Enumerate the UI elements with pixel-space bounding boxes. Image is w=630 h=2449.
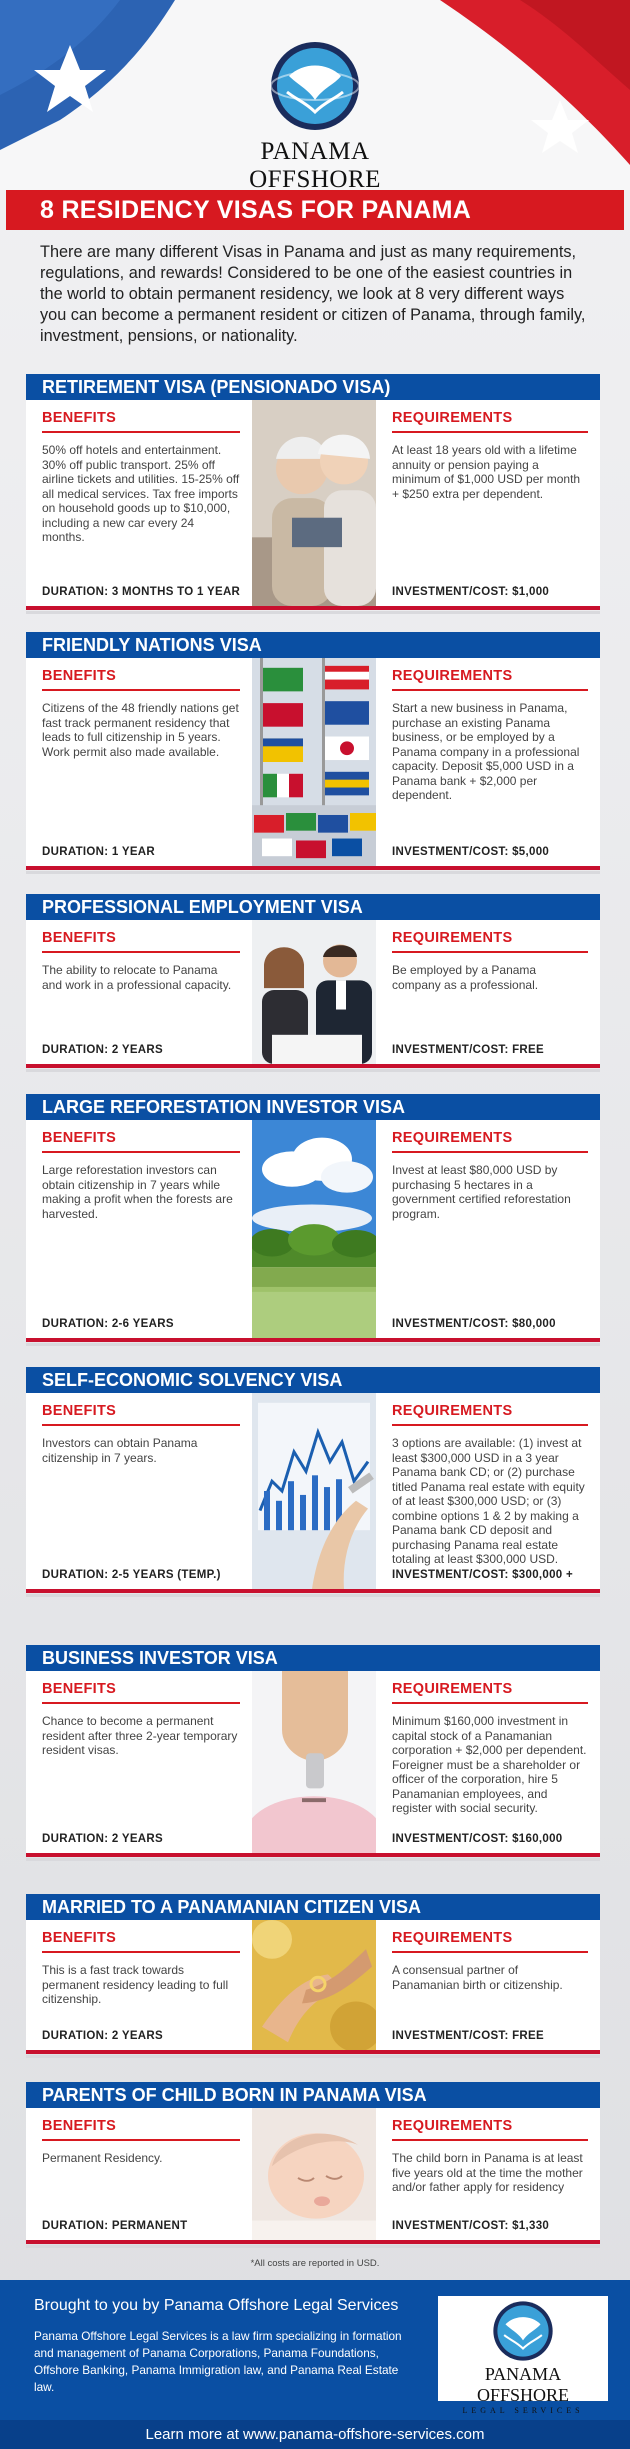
requirements-text: At least 18 years old with a lifetime annuity or pension paying a minimum of $1,000 USD per month + $250 extra per dependent. <box>392 443 581 501</box>
requirements-text: Start a new business in Panama, purchase an existing Panama business, or be employed by a Panama company in a professional capacity. Deposit $5,000 USD in a Panama bank + $2,000 per dependent. <box>392 701 580 802</box>
requirements-text: Be employed by a Panama company as a professional. <box>392 963 539 992</box>
requirements-column <box>376 1920 600 2050</box>
requirements-heading: REQUIREMENTS <box>392 1681 588 1704</box>
benefits-heading: BENEFITS <box>42 1403 240 1426</box>
cost-label: INVESTMENT/COST: $5,000 <box>392 846 550 858</box>
header <box>0 0 630 190</box>
benefits-column <box>26 2108 252 2240</box>
duration-label: DURATION: 2-6 YEARS <box>42 1318 174 1330</box>
visa-card-reforestation <box>26 1094 600 1342</box>
cost-label: INVESTMENT/COST: $160,000 <box>392 1833 563 1845</box>
cost-label: INVESTMENT/COST: FREE <box>392 2030 544 2042</box>
benefits-column <box>26 920 252 1064</box>
visa-card-business-investor <box>26 1645 600 1857</box>
footer-logo <box>438 2296 608 2415</box>
requirements-text: Invest at least $80,000 USD by purchasing 5 hectares in a government certified reforestation program. <box>392 1163 571 1221</box>
cost-label: INVESTMENT/COST: FREE <box>392 1044 544 1056</box>
requirements-column <box>376 1393 600 1589</box>
duration-label: DURATION: 2 YEARS <box>42 2030 163 2042</box>
logo-name: PANAMA OFFSHORE <box>249 138 381 190</box>
benefits-column <box>26 1393 252 1589</box>
visa-body <box>26 1671 600 1857</box>
elderly-couple-photo <box>252 400 376 606</box>
requirements-heading: REQUIREMENTS <box>392 1130 588 1153</box>
duration-label: DURATION: 3 MONTHS TO 1 YEAR <box>42 586 241 598</box>
visa-card-married-to-panamanian <box>26 1894 600 2054</box>
duration-label: DURATION: 2-5 YEARS (TEMP.) <box>42 1569 221 1581</box>
visa-title: BUSINESS INVESTOR VISA <box>26 1645 600 1671</box>
learn-more-link[interactable]: Learn more at www.panama-offshore-services.com <box>0 2420 630 2449</box>
benefits-text: 50% off hotels and entertainment. 30% off public transport. 25% off airline tickets and utilities. 15-25% off all medical services. Tax free imports on household goods up to $10,000, including a new car every 24 months. <box>42 443 240 544</box>
visa-body <box>26 1120 600 1342</box>
footer-logo-subtitle: LEGAL SERVICES <box>462 2406 584 2415</box>
benefits-text: Investors can obtain Panama citizenship in 7 years. <box>42 1436 198 1465</box>
title-bar <box>6 190 624 230</box>
visa-title: SELF-ECONOMIC SOLVENCY VISA <box>26 1367 600 1393</box>
visa-body <box>26 658 600 870</box>
globe-logo-icon <box>269 40 361 132</box>
benefits-heading: BENEFITS <box>42 1681 240 1704</box>
benefits-column <box>26 1671 252 1853</box>
duration-label: DURATION: 2 YEARS <box>42 1044 163 1056</box>
visa-title: FRIENDLY NATIONS VISA <box>26 632 600 658</box>
requirements-heading: REQUIREMENTS <box>392 410 588 433</box>
visa-card-professional-employment <box>26 894 600 1068</box>
benefits-text: Citizens of the 48 friendly nations get fast track permanent residency that leads to full citizenship in 5 years. Work permit also made available. <box>42 701 239 759</box>
cost-label: INVESTMENT/COST: $80,000 <box>392 1318 556 1330</box>
footer-heading: Brought to you by Panama Offshore Legal Services <box>34 2297 399 2314</box>
requirements-text: A consensual partner of Panamanian birth or citizenship. <box>392 1963 563 1992</box>
stock-chart-photo <box>252 1393 376 1589</box>
visa-body <box>26 1393 600 1593</box>
visa-title: PARENTS OF CHILD BORN IN PANAMA VISA <box>26 2082 600 2108</box>
benefits-heading: BENEFITS <box>42 930 240 953</box>
piggy-bank-photo <box>252 1671 376 1853</box>
wedding-hands-photo <box>252 1920 376 2050</box>
benefits-text: Chance to become a permanent resident after three 2-year temporary resident visas. <box>42 1714 238 1757</box>
duration-label: DURATION: 2 YEARS <box>42 1833 163 1845</box>
globe-logo-icon <box>492 2300 554 2362</box>
visa-title: MARRIED TO A PANAMANIAN CITIZEN VISA <box>26 1894 600 1920</box>
requirements-column <box>376 920 600 1064</box>
flags-photo <box>252 658 376 866</box>
benefits-heading: BENEFITS <box>42 410 240 433</box>
usd-footnote: *All costs are reported in USD. <box>250 2258 380 2269</box>
footer-logo-name: PANAMA OFFSHORE <box>476 2364 570 2405</box>
duration-label: DURATION: 1 YEAR <box>42 846 155 858</box>
visa-title: PROFESSIONAL EMPLOYMENT VISA <box>26 894 600 920</box>
cost-label: INVESTMENT/COST: $300,000 + <box>392 1569 573 1581</box>
visa-body <box>26 400 600 610</box>
requirements-column <box>376 1671 600 1853</box>
benefits-heading: BENEFITS <box>42 2118 240 2141</box>
intro-paragraph: There are many different Visas in Panama and just as many requirements, regulations, and rewards! Considered to be one of the easiest countries in the world to obtain permanent residency, we look at 8 very different ways you can become a permanent resident or citizen of Panama, through family, investment, pensions, or nationality. <box>40 243 586 345</box>
cost-label: INVESTMENT/COST: $1,000 <box>392 586 550 598</box>
visa-title: RETIREMENT VISA (PENSIONADO VISA) <box>26 374 600 400</box>
company-logo <box>200 40 430 190</box>
requirements-heading: REQUIREMENTS <box>392 2118 588 2141</box>
visa-title: LARGE REFORESTATION INVESTOR VISA <box>26 1094 600 1120</box>
visa-body <box>26 1920 600 2054</box>
benefits-heading: BENEFITS <box>42 668 240 691</box>
visa-card-friendly-nations <box>26 632 600 870</box>
benefits-column <box>26 1120 252 1338</box>
requirements-heading: REQUIREMENTS <box>392 1930 588 1953</box>
sleeping-baby-photo <box>252 2108 376 2240</box>
benefits-column <box>26 658 252 866</box>
visa-card-self-economic-solvency <box>26 1367 600 1593</box>
footer-description: Panama Offshore Legal Services is a law firm specializing in formation and management of Panama Corporations, Panama Foundations, Offshore Banking, Panama Immigration law, and Panama Real Estate law. <box>34 2329 402 2394</box>
visa-body <box>26 2108 600 2244</box>
benefits-text: Large reforestation investors can obtain citizenship in 7 years while making a profit when the forests are harvested. <box>42 1163 233 1221</box>
cost-label: INVESTMENT/COST: $1,330 <box>392 2220 550 2232</box>
duration-label: DURATION: PERMANENT <box>42 2220 188 2232</box>
requirements-text: 3 options are available: (1) invest at least $300,000 USD in a 3 year Panama bank CD; or (2) purchase titled Panama real estate with equity of at least $300,000 USD; or (3) combine options 1 & 2 by making a Panama bank CD deposit and purchasing Panama real estate totaling at least $300,000 USD. <box>392 1436 585 1566</box>
requirements-text: The child born in Panama is at least five years old at the time the mother and/or father apply for residency <box>392 2151 583 2194</box>
requirements-heading: REQUIREMENTS <box>392 668 588 691</box>
requirements-column <box>376 2108 600 2240</box>
requirements-column <box>376 658 600 866</box>
business-meeting-photo <box>252 920 376 1064</box>
requirements-heading: REQUIREMENTS <box>392 930 588 953</box>
visa-body <box>26 920 600 1068</box>
requirements-column <box>376 1120 600 1338</box>
requirements-heading: REQUIREMENTS <box>392 1403 588 1426</box>
page-title: 8 RESIDENCY VISAS FOR PANAMA <box>40 195 472 224</box>
visa-card-parents-of-child <box>26 2082 600 2244</box>
benefits-text: Permanent Residency. <box>42 2151 163 2165</box>
requirements-text: Minimum $160,000 investment in capital stock of a Panamanian corporation + $2,000 per dependent. Foreigner must be a shareholder or officer of the corporation, hire 5 Panamanian employees, and register with social security. <box>392 1714 587 1815</box>
benefits-text: This is a fast track towards permanent residency leading to full citizenship. <box>42 1963 229 2006</box>
forest-lake-photo <box>252 1120 376 1338</box>
benefits-column <box>26 400 252 606</box>
visa-card-retirement <box>26 374 600 610</box>
benefits-heading: BENEFITS <box>42 1930 240 1953</box>
benefits-column <box>26 1920 252 2050</box>
benefits-text: The ability to relocate to Panama and work in a professional capacity. <box>42 963 232 992</box>
benefits-heading: BENEFITS <box>42 1130 240 1153</box>
requirements-column <box>376 400 600 606</box>
